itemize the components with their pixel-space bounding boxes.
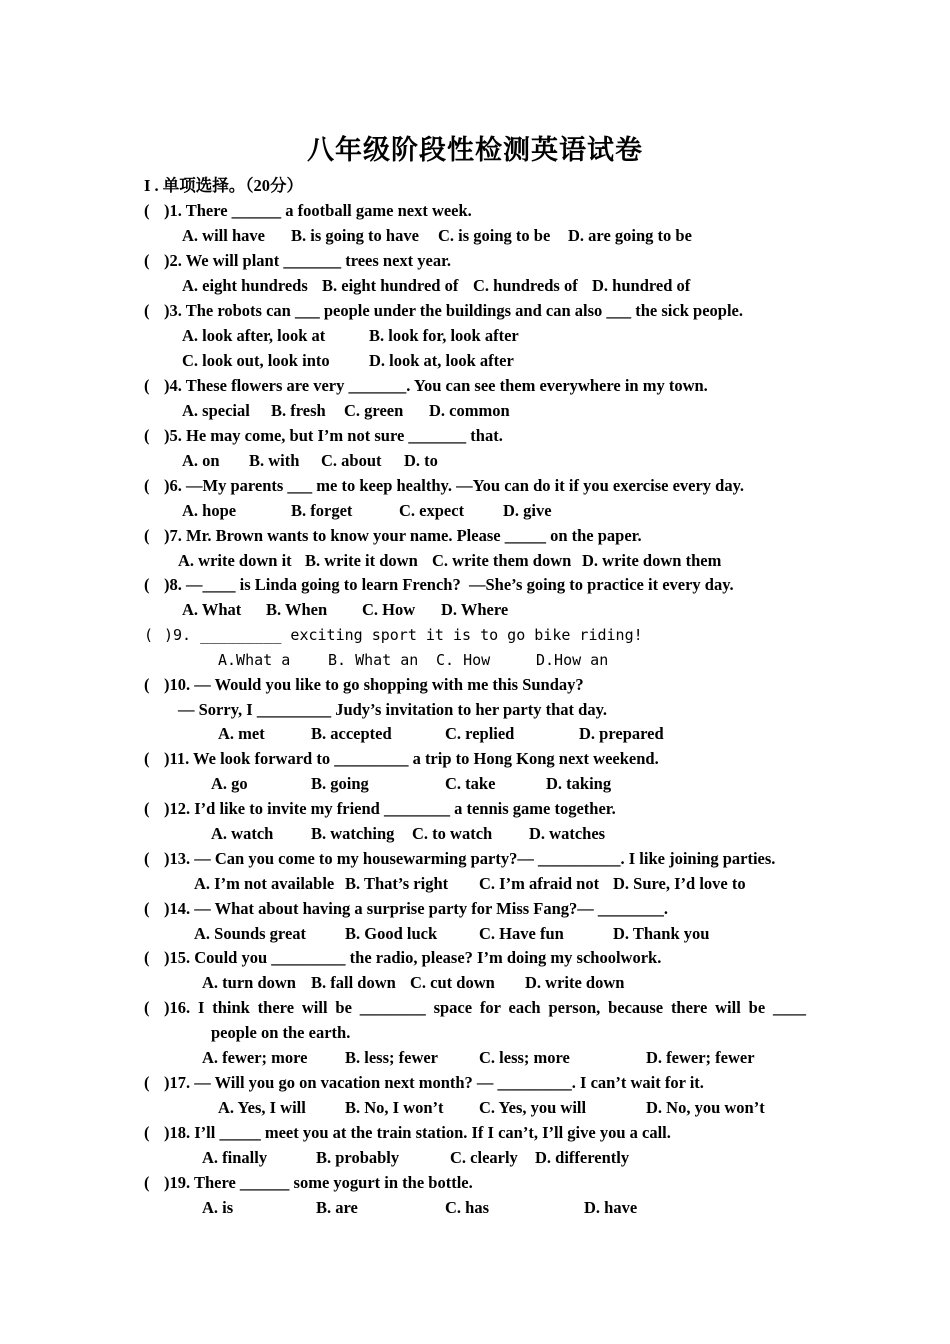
question-3-option-c: C. look out, look into bbox=[182, 351, 330, 370]
question-text: )10. — Would you like to go shopping with me this Sunday? bbox=[164, 675, 584, 694]
question-10-option-d: D. prepared bbox=[579, 724, 664, 743]
question-text: )11. We look forward to _________ a trip to Hong Kong next weekend. bbox=[164, 749, 659, 768]
question-text: )6. —My parents ___ me to keep healthy. —You can do it if you exercise every day. bbox=[164, 476, 745, 495]
question-12-option-c: C. to watch bbox=[412, 824, 493, 843]
question-12-stem bbox=[144, 798, 616, 820]
answer-bracket: ( bbox=[144, 626, 154, 644]
question-18-option-d: D. differently bbox=[535, 1148, 630, 1167]
answer-bracket: ( bbox=[144, 526, 150, 545]
answer-bracket: ( bbox=[144, 948, 150, 967]
question-text: )4. These flowers are very _______. You can see them everywhere in my town. bbox=[164, 376, 708, 395]
question-11-option-d: D. taking bbox=[546, 774, 612, 793]
question-8-option-d: D. Where bbox=[441, 600, 509, 619]
question-8-option-c: C. How bbox=[362, 600, 416, 619]
question-text: )9. _________ exciting sport it is to go bike riding! bbox=[164, 626, 643, 644]
question-18-option-c: C. clearly bbox=[450, 1148, 518, 1167]
answer-bracket: ( bbox=[144, 1173, 150, 1192]
question-5-stem bbox=[144, 425, 503, 447]
question-3-option-b: B. look for, look after bbox=[369, 326, 519, 345]
question-8-option-b: B. When bbox=[266, 600, 328, 619]
question-14-option-d: D. Thank you bbox=[613, 924, 710, 943]
question-16-option-d: D. fewer; fewer bbox=[646, 1048, 755, 1067]
question-15-option-b: B. fall down bbox=[311, 973, 396, 992]
question-19-stem bbox=[144, 1172, 473, 1194]
answer-bracket: ( bbox=[144, 201, 150, 220]
answer-bracket: ( bbox=[144, 998, 150, 1017]
question-5-option-a: A. on bbox=[182, 451, 220, 470]
question-text: )1. There ______ a football game next week. bbox=[164, 201, 472, 220]
question-text: )18. I’ll _____ meet you at the train station. If I can’t, I’ll give you a call. bbox=[164, 1123, 671, 1142]
question-16-stem bbox=[144, 997, 806, 1019]
question-3-stem bbox=[144, 300, 743, 322]
answer-bracket: ( bbox=[144, 301, 150, 320]
question-text: )19. There ______ some yogurt in the bottle. bbox=[164, 1173, 473, 1192]
question-2-option-b: B. eight hundred of bbox=[322, 276, 459, 295]
question-16-option-b: B. less; fewer bbox=[345, 1048, 439, 1067]
question-14-option-c: C. Have fun bbox=[479, 924, 564, 943]
answer-bracket: ( bbox=[144, 849, 150, 868]
answer-bracket: ( bbox=[144, 749, 150, 768]
question-19-option-d: D. have bbox=[584, 1198, 638, 1217]
question-1-option-c: C. is going to be bbox=[438, 226, 551, 245]
answer-bracket: ( bbox=[144, 799, 150, 818]
question-text: )16. I think there will be ________ space for each person, because there will be ____ bbox=[164, 998, 806, 1017]
question-11-option-a: A. go bbox=[211, 774, 248, 793]
question-17-option-a: A. Yes, I will bbox=[218, 1098, 306, 1117]
question-1-option-a: A. will have bbox=[182, 226, 265, 245]
question-1-stem bbox=[144, 200, 472, 222]
question-2-stem bbox=[144, 250, 451, 272]
question-11-stem bbox=[144, 748, 659, 770]
question-text: )15. Could you _________ the radio, please? I’m doing my schoolwork. bbox=[164, 948, 662, 967]
question-17-option-c: C. Yes, you will bbox=[479, 1098, 587, 1117]
question-3-option-a: A. look after, look at bbox=[182, 326, 326, 345]
question-14-option-b: B. Good luck bbox=[345, 924, 438, 943]
question-8-stem bbox=[144, 574, 734, 596]
question-9-stem bbox=[144, 624, 643, 646]
question-10-option-b: B. accepted bbox=[311, 724, 392, 743]
answer-bracket: ( bbox=[144, 1073, 150, 1092]
question-12-option-a: A. watch bbox=[211, 824, 274, 843]
question-text: )7. Mr. Brown wants to know your name. Please _____ on the paper. bbox=[164, 526, 642, 545]
question-19-option-c: C. has bbox=[445, 1198, 490, 1217]
question-6-stem bbox=[144, 475, 744, 497]
question-8-option-a: A. What bbox=[182, 600, 242, 619]
question-11-option-c: C. take bbox=[445, 774, 496, 793]
question-15-option-a: A. turn down bbox=[202, 973, 296, 992]
question-13-option-a: A. I’m not available bbox=[194, 874, 335, 893]
question-14-option-a: A. Sounds great bbox=[194, 924, 307, 943]
question-text: )17. — Will you go on vacation next month? — _________. I can’t wait for it. bbox=[164, 1073, 704, 1092]
question-9-option-b: B. What an bbox=[328, 651, 419, 669]
question-text: )2. We will plant _______ trees next year. bbox=[164, 251, 452, 270]
question-19-option-a: A. is bbox=[202, 1198, 234, 1217]
question-11-option-b: B. going bbox=[311, 774, 369, 793]
exam-title: 八年级阶段性检测英语试卷 bbox=[307, 135, 643, 166]
question-17-option-b: B. No, I won’t bbox=[345, 1098, 444, 1117]
question-text: )14. — What about having a surprise party for Miss Fang?— ________. bbox=[164, 899, 669, 918]
question-1-option-b: B. is going to have bbox=[291, 226, 419, 245]
answer-bracket: ( bbox=[144, 251, 150, 270]
question-text: )13. — Can you come to my housewarming party?— __________. I like joining parties. bbox=[164, 849, 776, 868]
question-7-option-a: A. write down it bbox=[178, 551, 292, 570]
question-10-option-a: A. met bbox=[218, 724, 265, 743]
question-7-option-b: B. write it down bbox=[305, 551, 418, 570]
question-14-stem bbox=[144, 898, 668, 920]
answer-bracket: ( bbox=[144, 476, 150, 495]
question-17-option-d: D. No, you won’t bbox=[646, 1098, 765, 1117]
question-4-option-b: B. fresh bbox=[271, 401, 326, 420]
question-16-option-c: C. less; more bbox=[479, 1048, 570, 1067]
question-2-option-d: D. hundred of bbox=[592, 276, 691, 295]
question-4-option-a: A. special bbox=[182, 401, 250, 420]
question-1-option-d: D. are going to be bbox=[568, 226, 692, 245]
question-13-option-d: D. Sure, I’d love to bbox=[613, 874, 746, 893]
question-18-option-a: A. finally bbox=[202, 1148, 268, 1167]
question-2-option-a: A. eight hundreds bbox=[182, 276, 308, 295]
question-13-option-c: C. I’m afraid not bbox=[479, 874, 600, 893]
answer-bracket: ( bbox=[144, 426, 150, 445]
question-2-option-c: C. hundreds of bbox=[473, 276, 578, 295]
answer-bracket: ( bbox=[144, 675, 150, 694]
question-13-stem bbox=[144, 848, 775, 870]
question-18-stem bbox=[144, 1122, 671, 1144]
question-4-stem bbox=[144, 375, 708, 397]
question-18-option-b: B. probably bbox=[316, 1148, 400, 1167]
question-6-option-d: D. give bbox=[503, 501, 552, 520]
question-12-option-d: D. watches bbox=[529, 824, 606, 843]
question-7-option-d: D. write down them bbox=[582, 551, 722, 570]
question-6-option-a: A. hope bbox=[182, 501, 237, 520]
question-10-option-c: C. replied bbox=[445, 724, 515, 743]
question-9-option-a: A.What a bbox=[218, 651, 291, 669]
question-15-stem bbox=[144, 947, 661, 969]
question-13-option-b: B. That’s right bbox=[345, 874, 449, 893]
question-10-stem-continued: — Sorry, I _________ Judy’s invitation to her party that day. bbox=[178, 700, 608, 719]
question-3-option-d: D. look at, look after bbox=[369, 351, 514, 370]
question-4-option-c: C. green bbox=[344, 401, 404, 420]
question-6-option-c: C. expect bbox=[399, 501, 465, 520]
question-9-option-d: D.How an bbox=[536, 651, 609, 669]
question-5-option-c: C. about bbox=[321, 451, 382, 470]
question-16-stem-continued: people on the earth. bbox=[211, 1023, 351, 1042]
question-7-stem bbox=[144, 525, 642, 547]
question-5-option-b: B. with bbox=[249, 451, 300, 470]
question-17-stem bbox=[144, 1072, 704, 1094]
question-text: )5. He may come, but I’m not sure _______ that. bbox=[164, 426, 503, 445]
question-4-option-d: D. common bbox=[429, 401, 510, 420]
question-text: )3. The robots can ___ people under the buildings and can also ___ the sick people. bbox=[164, 301, 743, 320]
question-15-option-c: C. cut down bbox=[410, 973, 495, 992]
answer-bracket: ( bbox=[144, 1123, 150, 1142]
question-6-option-b: B. forget bbox=[291, 501, 353, 520]
section-heading: I . 单项选择。（20分） bbox=[144, 176, 304, 195]
question-text: )8. —____ is Linda going to learn French? —She’s going to practice it every day. bbox=[164, 575, 734, 594]
question-text: )12. I’d like to invite my friend ________ a tennis game together. bbox=[164, 799, 616, 818]
question-19-option-b: B. are bbox=[316, 1198, 358, 1217]
question-5-option-d: D. to bbox=[404, 451, 438, 470]
question-15-option-d: D. write down bbox=[525, 973, 625, 992]
answer-bracket: ( bbox=[144, 376, 150, 395]
question-12-option-b: B. watching bbox=[311, 824, 395, 843]
question-10-stem bbox=[144, 674, 584, 696]
question-7-option-c: C. write them down bbox=[432, 551, 572, 570]
question-16-option-a: A. fewer; more bbox=[202, 1048, 308, 1067]
answer-bracket: ( bbox=[144, 575, 150, 594]
answer-bracket: ( bbox=[144, 899, 150, 918]
question-9-option-c: C. How bbox=[436, 651, 491, 669]
